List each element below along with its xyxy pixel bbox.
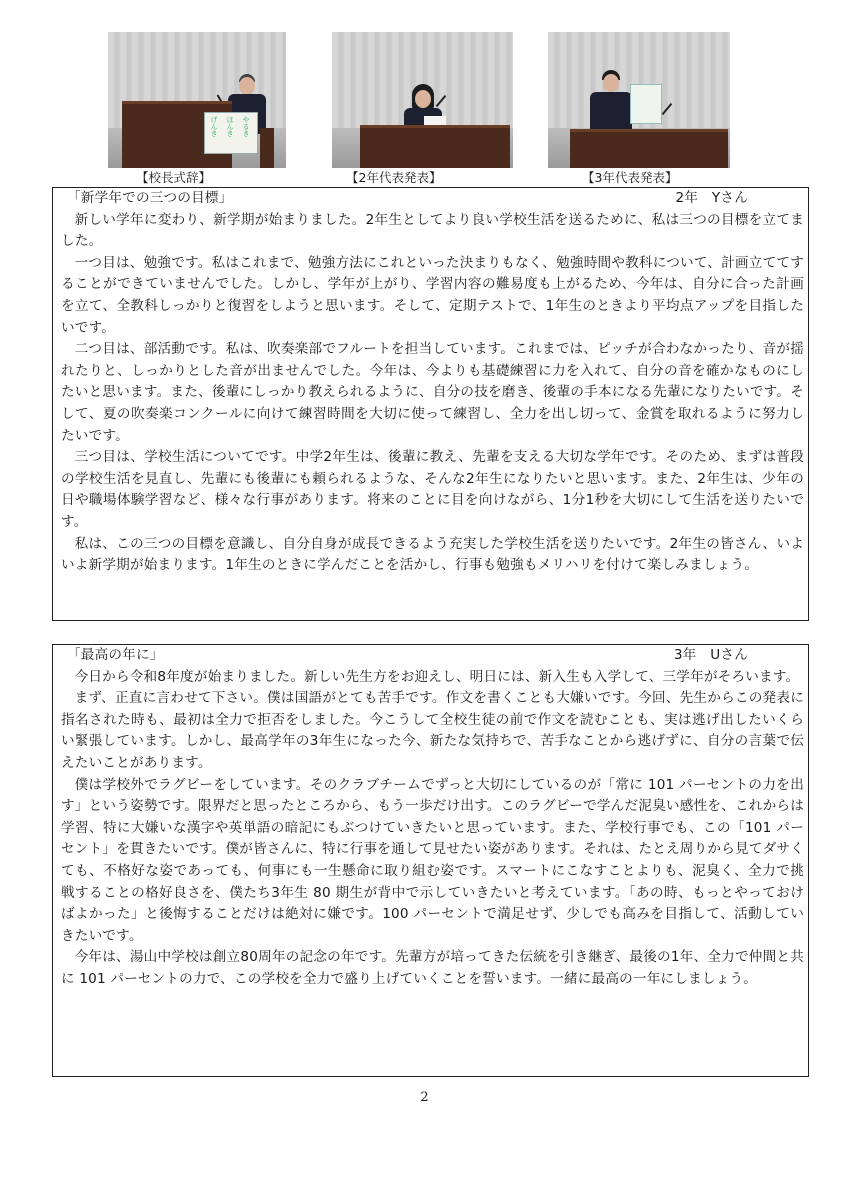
sign-text-mid: ほんき [226,116,234,137]
podium-post [260,128,274,168]
essay-paragraph: 今年は、湯山中学校は創立80周年の記念の年です。先輩方が培ってきた伝統を引き継ぎ、最後の1年、全力で仲間と共に 101 パーセントの力で、この学校を全力で盛り上げていくことを誓います。一緒に最高の一年にしましょう。 [61,949,804,987]
caption-principal: 【校長式辞】 [136,170,212,185]
speaker-head [239,77,255,95]
essay-title: 「最高の年に」 [67,647,164,663]
podium [360,125,510,168]
essay-paragraph: 一つ目は、勉強です。私はこれまで、勉強方法にこれといった決まりもなく、勉強時間や教科について、計画立ててすることができていませんでした。しかし、学年が上がり、学習内容の難易度も上がるため、今年は、自分に合った計画を立て、全教科しっかりと復習をしようと思います。そして、定期テストで、1年生のときより平均点アップを目指したいです。 [61,254,804,336]
essay-header [61,188,804,210]
essay-title: 「新学年での三つの目標」 [67,190,233,206]
essay-paragraph: 新しい学年に変わり、新学期が始まりました。2年生としてより良い学校生活を送るために、私は三つの目標を立てました。 [61,211,804,250]
photo-principal-address [108,32,286,168]
essay-paragraph: 僕は学校外でラグビーをしています。そのクラブチームでずっと大切にしているのが「常に 101 パーセントの力を出す」という姿勢です。限界だと思ったところから、もう一歩だけ出す。このラグビーで学んだ泥臭い感性を、これからは学習、特に大嫌いな漢字や英単語の暗記にもぶつけていきたいと思っています。また、学校行事でも、この「101 パーセント」を貫きたいです。僕が皆さんに、特に行事を通して見せたい姿があります。それは、たとえ周りから見てダサくても、不格好な姿であっても、何事にも一生懸命に取り組む姿です。スマートにこなすことよりも、泥臭く、全力で挑戦することの格好良さを、僕たち3年生 80 期生が背中で示していきたいと考えています。「あの時、もっとやっておけばよかった」と後悔することだけは絶対に嫌です。100 パーセントで満足せず、少しでも高みを目指して、活動していきたいです。 [61,776,804,944]
essay-second-year [52,187,809,621]
caption-second-year: 【2年代表発表】 [346,170,442,185]
speaker-head [603,74,619,92]
sign-text-right: やるき [242,116,250,137]
essay-paragraph: 今日から令和8年度が始まりました。新しい先生方をお迎えし、明日には、新入生も入学して、三学年がそろいます。 [74,668,800,685]
stage-sign [204,112,258,154]
podium [570,129,728,168]
page-number: 2 [420,1090,429,1105]
essay-paragraph: 私は、この三つの目標を意識し、自分自身が成長できるよう充実した学校生活を送りたいです。2年生の皆さん、いよいよ新学期が始まります。1年生のときに学んだことを活かし、行事も勉強もメリハリを付けて楽しみましょう。 [61,535,804,574]
caption-third-year: 【3年代表発表】 [582,170,678,185]
essay-author: 3年 Uさん [673,647,748,663]
essay-header [61,645,804,667]
essay-paragraph: 二つ目は、部活動です。私は、吹奏楽部でフルートを担当しています。これまでは、ピッチが合わなかったり、音が揺れたりと、しっかりとした音が出ませんでした。今年は、今よりも基礎練習に力を入れて、自分の音を確かなものにしたいと思います。また、後輩にしっかり教えられるように、自分の技を磨き、後輩の手本になる先輩になりたいです。そして、夏の吹奏楽コンクールに向けて練習時間を大切に使って練習し、全力を出し切って、金賞を取れるように努力したいです。 [61,341,804,444]
speaker-head [415,90,431,108]
sign-text-left: げんき [210,116,218,137]
photo-third-year-speaker [548,32,730,168]
essay-paragraph: まず、正直に言わせて下さい。僕は国語がとても苦手です。作文を書くことも大嫌いです。今回、先生からこの発表に指名された時も、最初は全力で拒否をしました。今こうして全校生徒の前で作文を読むことも、実は逃げ出したいくらい緊張しています。しかし、最高学年の3年生になった今、新たな気持ちで、苦手なことから逃げずに、自分の言葉で伝えたいことがあります。 [61,690,804,771]
photo-second-year-speaker [332,32,513,168]
essay-paragraph: 三つ目は、学校生活についてです。中学2年生は、後輩に教え、先輩を支える大切な学年です。そのため、まずは普段の学校生活を見直し、先輩にも後輩にも頼られるような、そんな2年生になりたいと思います。また、2年生は、少年の日や職場体験学習など、様々な行事があります。将来のことに目を向けながら、1分1秒を大切にして生活を送りたいです。 [61,449,804,530]
essay-author: 2年 Yさん [675,190,748,206]
speech-paper [630,84,662,124]
essay-third-year [52,644,809,1077]
